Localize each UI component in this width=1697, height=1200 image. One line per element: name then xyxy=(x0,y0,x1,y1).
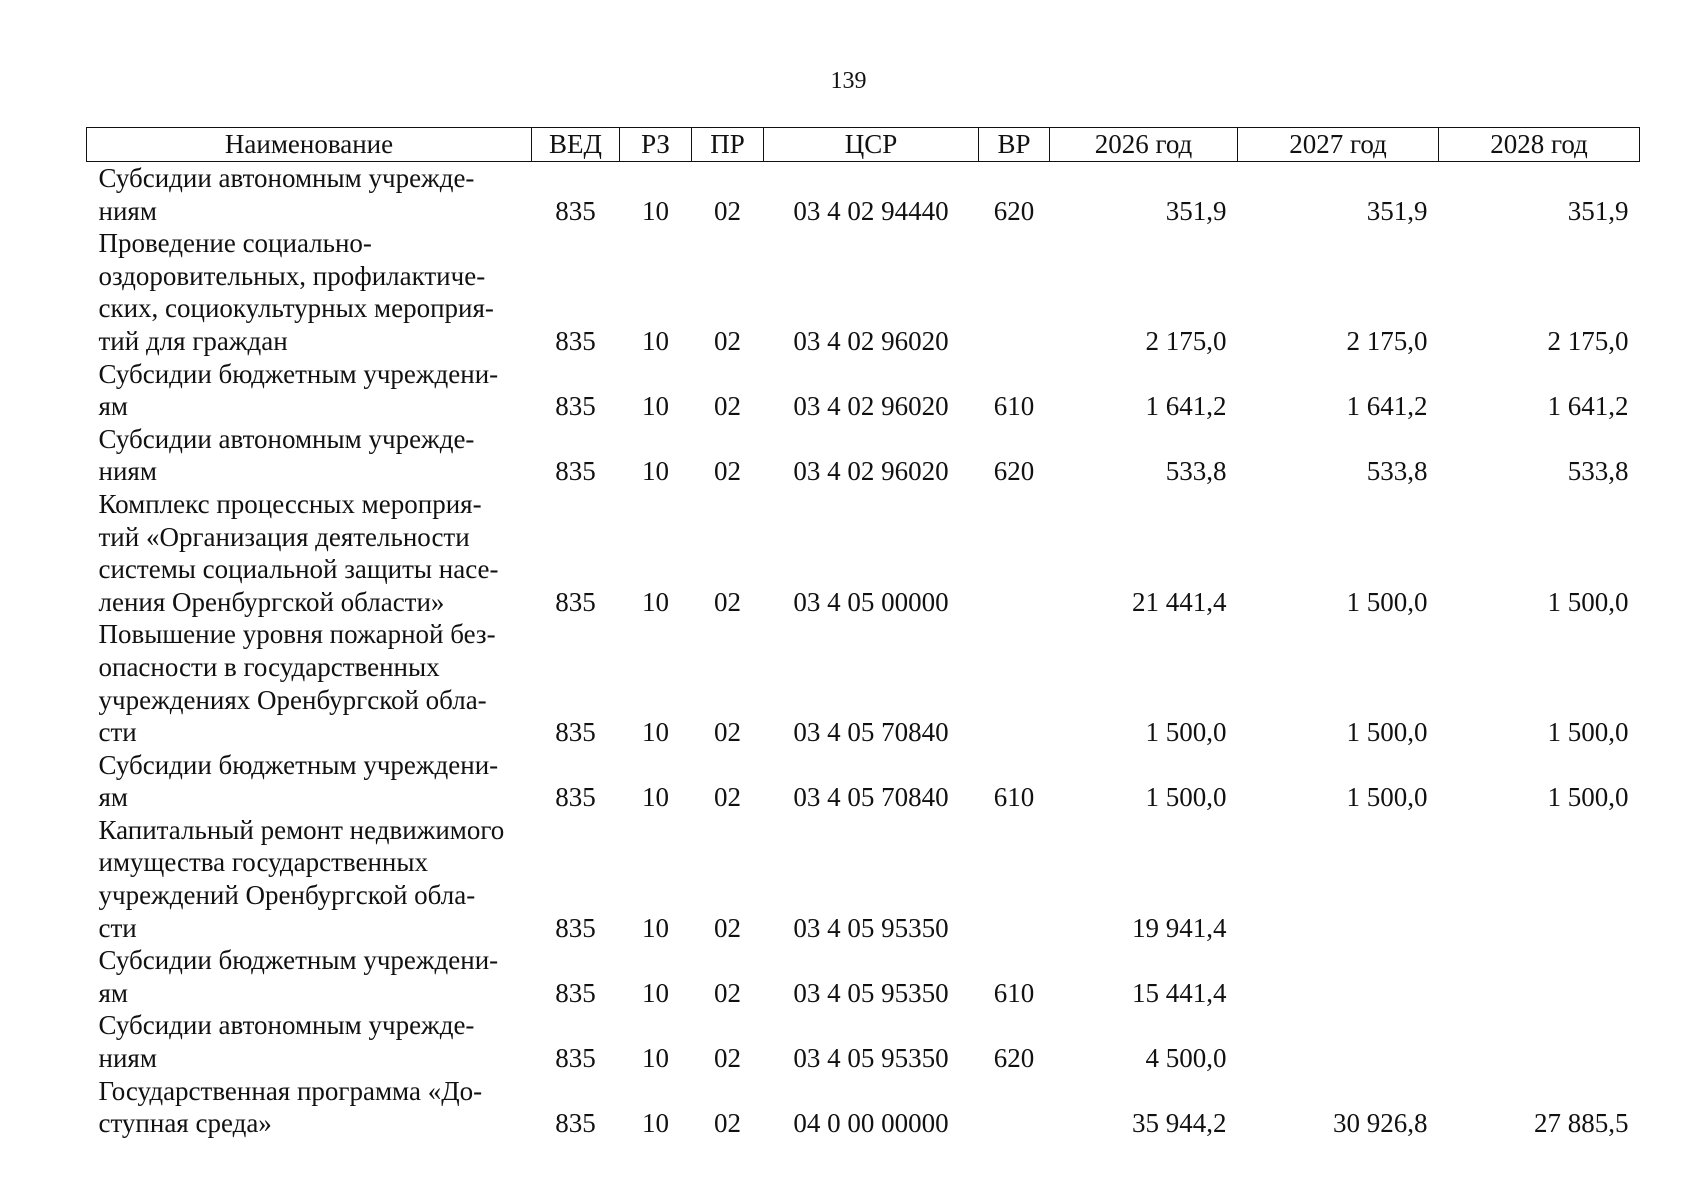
cell-vr: 620 xyxy=(993,456,1035,487)
cell-vr xyxy=(979,814,1050,944)
cell-2027 xyxy=(1238,814,1439,944)
cell-vr xyxy=(979,227,1050,357)
table-row xyxy=(87,944,1640,1009)
cell-name xyxy=(87,227,532,357)
name-line: учреждениях Оренбургской обла- xyxy=(98,684,487,715)
cell-name xyxy=(87,618,532,748)
cell-2027: 1 500,0 xyxy=(1346,782,1428,813)
cell-2027: 2 175,0 xyxy=(1346,325,1428,356)
cell-csr: 03 4 05 95350 xyxy=(793,1043,949,1074)
header-vr: ВР xyxy=(979,128,1050,162)
cell-2026: 21 441,4 xyxy=(1132,586,1227,617)
cell-name xyxy=(87,162,532,228)
cell-2028: 27 885,5 xyxy=(1534,1108,1629,1139)
cell-2026: 1 500,0 xyxy=(1145,782,1227,813)
cell-name xyxy=(87,814,532,944)
cell-csr: 03 4 02 96020 xyxy=(793,325,949,356)
name-line: ления Оренбургской области» xyxy=(98,586,445,617)
cell-pr: 02 xyxy=(714,325,741,356)
cell-rz: 10 xyxy=(642,391,669,422)
cell-2027: 1 641,2 xyxy=(1346,391,1428,422)
cell-csr: 03 4 05 70840 xyxy=(793,717,949,748)
cell-rz: 10 xyxy=(642,1108,669,1139)
cell-name xyxy=(87,1075,532,1140)
name-line: оздоровительных, профилактиче- xyxy=(98,260,486,291)
table-body xyxy=(87,162,1640,1140)
cell-rz: 10 xyxy=(642,586,669,617)
header-ved: ВЕД xyxy=(532,128,620,162)
header-pr: ПР xyxy=(692,128,764,162)
name-line: Государственная программа «До- xyxy=(98,1075,483,1106)
cell-2028 xyxy=(1439,944,1640,1009)
cell-vr: 610 xyxy=(993,782,1035,813)
name-line: учреждений Оренбургской обла- xyxy=(98,880,476,911)
name-line: тий «Организация деятельности xyxy=(98,521,470,552)
header-row xyxy=(87,128,1640,162)
name-line: Комплекс процессных мероприя- xyxy=(98,488,482,519)
name-line: Субсидии бюджетным учреждени- xyxy=(98,749,499,780)
name-line: Субсидии автономным учрежде- xyxy=(98,1010,475,1041)
name-line: Субсидии бюджетным учреждени- xyxy=(98,358,499,389)
cell-name xyxy=(87,358,532,423)
cell-ved: 835 xyxy=(555,717,596,748)
cell-csr: 03 4 05 95350 xyxy=(793,977,949,1008)
name-line: сти xyxy=(98,912,137,943)
cell-2028: 351,9 xyxy=(1567,195,1629,226)
name-line: имущества государственных xyxy=(98,847,429,878)
table-row xyxy=(87,162,1640,228)
cell-pr: 02 xyxy=(714,782,741,813)
cell-2026: 1 500,0 xyxy=(1145,717,1227,748)
name-line: тий для граждан xyxy=(98,325,288,356)
name-line: ниям xyxy=(98,1043,157,1074)
header-csr: ЦСР xyxy=(764,128,979,162)
cell-2028 xyxy=(1439,814,1640,944)
name-line: сти xyxy=(98,717,137,748)
cell-ved: 835 xyxy=(555,912,596,943)
cell-csr: 03 4 02 94440 xyxy=(793,195,949,226)
cell-ved: 835 xyxy=(555,195,596,226)
cell-ved: 835 xyxy=(555,782,596,813)
cell-2028: 1 500,0 xyxy=(1547,782,1629,813)
cell-rz: 10 xyxy=(642,782,669,813)
cell-2026: 4 500,0 xyxy=(1145,1043,1227,1074)
cell-ved: 835 xyxy=(555,1043,596,1074)
cell-ved: 835 xyxy=(555,325,596,356)
cell-name xyxy=(87,944,532,1009)
name-line: ям xyxy=(98,391,129,422)
cell-rz: 10 xyxy=(642,717,669,748)
table-row xyxy=(87,749,1640,814)
table-row xyxy=(87,1075,1640,1140)
table-row xyxy=(87,423,1640,488)
name-line: ям xyxy=(98,782,129,813)
cell-pr: 02 xyxy=(714,717,741,748)
cell-csr: 03 4 05 70840 xyxy=(793,782,949,813)
cell-2028: 1 500,0 xyxy=(1547,717,1629,748)
table-row xyxy=(87,1009,1640,1074)
name-line: Субсидии автономным учрежде- xyxy=(98,163,475,193)
cell-name xyxy=(87,488,532,618)
cell-vr: 610 xyxy=(993,391,1035,422)
cell-pr: 02 xyxy=(714,1043,741,1074)
cell-rz: 10 xyxy=(642,1043,669,1074)
name-line: ступная среда» xyxy=(98,1108,272,1139)
cell-2028: 1 641,2 xyxy=(1547,391,1629,422)
cell-2026: 15 441,4 xyxy=(1132,977,1227,1008)
table-row xyxy=(87,814,1640,944)
cell-2026: 533,8 xyxy=(1165,456,1227,487)
name-line: ниям xyxy=(98,195,157,226)
cell-pr: 02 xyxy=(714,977,741,1008)
cell-rz: 10 xyxy=(642,456,669,487)
cell-vr: 620 xyxy=(993,1043,1035,1074)
header-rz: РЗ xyxy=(620,128,692,162)
cell-ved: 835 xyxy=(555,391,596,422)
name-line: ям xyxy=(98,977,129,1008)
cell-2026: 1 641,2 xyxy=(1145,391,1227,422)
budget-table xyxy=(86,127,1640,1140)
cell-vr: 620 xyxy=(993,195,1035,226)
header-name: Наименование xyxy=(87,128,532,162)
name-line: Капитальный ремонт недвижимого xyxy=(98,814,505,845)
cell-2027 xyxy=(1238,1009,1439,1074)
cell-pr: 02 xyxy=(714,391,741,422)
cell-csr: 03 4 02 96020 xyxy=(793,391,949,422)
cell-ved: 835 xyxy=(555,977,596,1008)
cell-pr: 02 xyxy=(714,586,741,617)
cell-2027 xyxy=(1238,944,1439,1009)
cell-pr: 02 xyxy=(714,195,741,226)
table-row xyxy=(87,618,1640,748)
name-line: Проведение социально- xyxy=(98,228,372,259)
cell-csr: 03 4 02 96020 xyxy=(793,456,949,487)
table-row xyxy=(87,227,1640,357)
cell-csr: 04 0 00 00000 xyxy=(793,1108,949,1139)
name-line: Субсидии бюджетным учреждени- xyxy=(98,945,499,976)
cell-vr xyxy=(979,1075,1050,1140)
cell-name xyxy=(87,423,532,488)
cell-2026: 2 175,0 xyxy=(1145,325,1227,356)
header-2028: 2028 год xyxy=(1439,128,1640,162)
cell-2027: 351,9 xyxy=(1366,195,1428,226)
cell-pr: 02 xyxy=(714,456,741,487)
cell-2028 xyxy=(1439,1009,1640,1074)
name-line: Субсидии автономным учрежде- xyxy=(98,423,475,454)
cell-name xyxy=(87,1009,532,1074)
cell-pr: 02 xyxy=(714,1108,741,1139)
cell-2028: 2 175,0 xyxy=(1547,325,1629,356)
cell-name xyxy=(87,749,532,814)
cell-ved: 835 xyxy=(555,456,596,487)
cell-2026: 35 944,2 xyxy=(1132,1108,1227,1139)
name-line: ских, социокультурных мероприя- xyxy=(98,293,494,324)
cell-2026: 19 941,4 xyxy=(1132,912,1227,943)
cell-2028: 1 500,0 xyxy=(1547,586,1629,617)
cell-2026: 351,9 xyxy=(1165,195,1227,226)
cell-2027: 30 926,8 xyxy=(1333,1108,1428,1139)
name-line: Повышение уровня пожарной без- xyxy=(98,619,496,650)
cell-vr xyxy=(979,488,1050,618)
cell-rz: 10 xyxy=(642,977,669,1008)
cell-rz: 10 xyxy=(642,195,669,226)
cell-vr: 610 xyxy=(993,977,1035,1008)
cell-ved: 835 xyxy=(555,586,596,617)
name-line: ниям xyxy=(98,456,157,487)
cell-csr: 03 4 05 95350 xyxy=(793,912,949,943)
header-2027: 2027 год xyxy=(1238,128,1439,162)
cell-ved: 835 xyxy=(555,1108,596,1139)
table-row xyxy=(87,358,1640,423)
cell-2028: 533,8 xyxy=(1567,456,1629,487)
name-line: системы социальной защиты насе- xyxy=(98,554,499,585)
page-number: 139 xyxy=(830,68,867,94)
cell-csr: 03 4 05 00000 xyxy=(793,586,949,617)
cell-rz: 10 xyxy=(642,912,669,943)
name-line: опасности в государственных xyxy=(98,651,440,682)
cell-2027: 1 500,0 xyxy=(1346,717,1428,748)
cell-pr: 02 xyxy=(714,912,741,943)
header-2026: 2026 год xyxy=(1050,128,1238,162)
cell-2027: 533,8 xyxy=(1366,456,1428,487)
table-row xyxy=(87,488,1640,618)
cell-rz: 10 xyxy=(642,325,669,356)
cell-vr xyxy=(979,618,1050,748)
table-header xyxy=(87,128,1640,162)
cell-2027: 1 500,0 xyxy=(1346,586,1428,617)
